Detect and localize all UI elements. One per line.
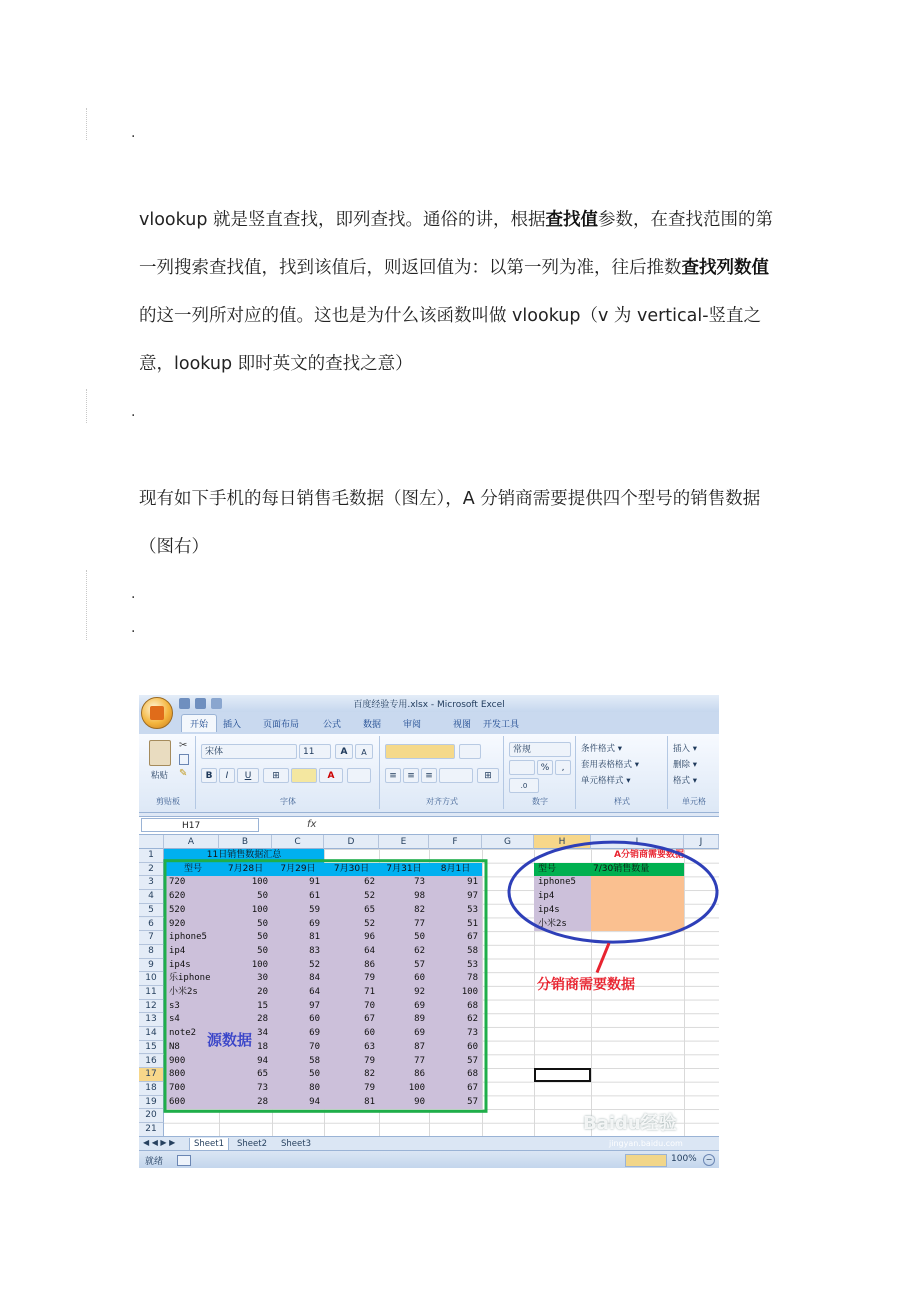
table-cell[interactable]: 57 (467, 1096, 478, 1107)
delete-item[interactable]: 删除 ▾ (673, 760, 697, 770)
right-model-cell[interactable]: ip4 (538, 891, 555, 902)
table-cell[interactable]: 73 (257, 1082, 268, 1093)
name-box[interactable]: H17 (141, 818, 259, 832)
align-center-button[interactable]: ≡ (403, 768, 419, 783)
table-cell[interactable]: 80 (309, 1082, 320, 1093)
column-header[interactable]: E (379, 835, 429, 849)
font-color-button[interactable]: A (319, 768, 343, 783)
row-header[interactable]: 4 (139, 890, 164, 904)
percent-button[interactable]: % (537, 760, 553, 775)
summary-title[interactable]: 11日销售数据汇总 (206, 850, 282, 860)
table-cell[interactable]: 62 (467, 1014, 478, 1025)
cells-label: 单元格 (682, 797, 706, 806)
bullet-dot: · (131, 129, 136, 145)
right-model-cell[interactable]: iphone5 (538, 877, 576, 888)
bold-button[interactable]: B (201, 768, 217, 783)
shrink-font-button[interactable]: A (355, 744, 373, 759)
clipboard-label: 剪贴板 (156, 797, 180, 806)
table-cell[interactable]: ip4 (169, 945, 186, 956)
column-header[interactable]: I (591, 835, 684, 849)
row-header[interactable]: 2 (139, 863, 164, 877)
font-size-value: 11 (303, 747, 315, 757)
source-border (165, 861, 486, 1112)
table-cell[interactable]: 59 (309, 904, 320, 915)
row-header[interactable]: 21 (139, 1123, 164, 1137)
table-cell[interactable]: 50 (257, 945, 268, 956)
table-cell[interactable]: 50 (257, 918, 268, 929)
para-text: 的这一列所对应的值。这也是为什么该函数叫做 vlookup（v 为 vertical-竖直之意，lookup 即时英文的查找之意） (139, 306, 762, 374)
bullet-dot: · (131, 624, 136, 640)
table-cell[interactable]: 86 (414, 1069, 425, 1080)
paragraph-vlookup (139, 196, 779, 388)
para-text: vlookup 就是竖直查找，即列查找。通俗的讲，根据 (139, 210, 546, 230)
tab-3[interactable]: 页面布局 (263, 720, 300, 730)
table-cell[interactable]: 83 (309, 945, 320, 956)
table-cell[interactable]: 77 (414, 1055, 425, 1066)
table-cell[interactable]: 78 (467, 973, 478, 984)
row-header[interactable]: 20 (139, 1109, 164, 1123)
row-header[interactable]: 15 (139, 1041, 164, 1055)
row-header[interactable]: 5 (139, 904, 164, 918)
table-cell[interactable]: 53 (467, 959, 478, 970)
table-cell[interactable]: 82 (364, 1069, 375, 1080)
table-cell[interactable]: 91 (309, 877, 320, 888)
number-format-value: 常规 (513, 745, 532, 755)
bullet-dot: · (131, 408, 136, 424)
right-model-cell[interactable]: 小米2s (538, 918, 567, 929)
table-cell[interactable]: 89 (414, 1014, 425, 1025)
table-cell[interactable]: 100 (408, 1082, 425, 1093)
arrow-line (597, 943, 609, 972)
table-cell[interactable]: 600 (169, 1096, 186, 1107)
table-cell[interactable]: 94 (257, 1055, 268, 1066)
sheet-tab-2[interactable]: Sheet2 (237, 1139, 267, 1149)
bullet-dot: · (131, 590, 136, 606)
table-cell[interactable]: 53 (467, 904, 478, 915)
table-cell[interactable]: 50 (257, 891, 268, 902)
number-label: 数字 (532, 797, 548, 806)
table-cell[interactable]: 79 (364, 1082, 375, 1093)
table-cell[interactable]: 900 (169, 1055, 186, 1066)
table-cell[interactable]: 90 (414, 1096, 425, 1107)
column-header[interactable]: D (324, 835, 379, 849)
table-cell[interactable]: 58 (309, 1055, 320, 1066)
distributor-data-label: 分销商需要数据 (537, 977, 635, 994)
table-cell[interactable]: 63 (364, 1041, 375, 1052)
cut-icon[interactable]: ✂ (179, 740, 188, 751)
right-header-cell[interactable]: 7/30销售数量 (593, 863, 650, 874)
row-header[interactable]: 11 (139, 986, 164, 1000)
tab-2[interactable]: 插入 (223, 720, 242, 730)
font-name-value: 宋体 (205, 747, 224, 757)
table-cell[interactable]: 92 (414, 987, 425, 997)
table-cell[interactable]: 69 (309, 1028, 320, 1039)
tab-8[interactable]: 开发工具 (483, 720, 520, 730)
table-cell[interactable]: 98 (414, 891, 425, 902)
table-cell[interactable]: 97 (309, 1000, 320, 1011)
table-cell[interactable]: 94 (309, 1096, 320, 1107)
table-cell[interactable]: 51 (467, 918, 478, 929)
table-cell[interactable]: 52 (364, 891, 375, 902)
table-cell[interactable]: 67 (467, 1082, 478, 1093)
table-cell[interactable]: 96 (364, 932, 375, 943)
decimal-button[interactable]: .0 (509, 778, 539, 793)
header-cell[interactable]: 7月31日 (386, 863, 422, 874)
underline-button[interactable]: U (237, 768, 259, 783)
table-cell[interactable]: 60 (309, 1014, 320, 1025)
header-cell[interactable]: 7月28日 (227, 863, 264, 874)
insert-item[interactable]: 插入 ▾ (673, 744, 697, 754)
tab-6[interactable]: 审阅 (403, 720, 422, 730)
table-cell[interactable]: 20 (257, 987, 268, 997)
table-cell[interactable]: 65 (257, 1069, 268, 1080)
table-cell[interactable]: 68 (467, 1069, 478, 1080)
margin-mark (86, 570, 87, 640)
table-cell[interactable]: 86 (364, 959, 375, 970)
column-header[interactable]: J (684, 835, 719, 849)
table-cell[interactable]: 65 (364, 904, 375, 915)
table-cell[interactable]: N8 (169, 1041, 180, 1052)
row-header[interactable]: 13 (139, 1013, 164, 1027)
window-title: 百度经验专用.xlsx - Microsoft Excel (353, 700, 505, 710)
table-cell[interactable]: 81 (364, 1096, 375, 1107)
grow-font-button[interactable]: A (335, 744, 353, 759)
paragraph-example: 现有如下手机的每日销售毛数据（图左），A 分销商需要提供四个型号的销售数据（图右） (139, 489, 761, 557)
table-cell[interactable]: s3 (169, 1000, 180, 1011)
table-cell[interactable]: 57 (414, 959, 425, 970)
tab-1[interactable]: 开始 (181, 714, 217, 732)
table-cell[interactable]: 57 (467, 1055, 478, 1066)
conditional-format-item[interactable]: 条件格式 ▾ (581, 744, 622, 754)
comma-button[interactable]: , (555, 760, 571, 775)
table-cell[interactable]: 50 (414, 932, 425, 943)
table-cell[interactable]: 50 (257, 932, 268, 943)
cell-style-item[interactable]: 单元格样式 ▾ (581, 776, 631, 786)
table-cell[interactable]: s4 (169, 1014, 180, 1025)
annotation-overlay (139, 695, 719, 1168)
table-cell[interactable]: 520 (169, 904, 186, 915)
table-cell[interactable]: 60 (467, 1041, 478, 1052)
table-cell[interactable]: 97 (467, 891, 478, 902)
highlight-ellipse (509, 842, 717, 942)
row-header[interactable]: 1 (139, 849, 164, 863)
row-header[interactable]: 12 (139, 1000, 164, 1014)
row-header[interactable]: 19 (139, 1096, 164, 1110)
italic-button[interactable]: I (219, 768, 235, 783)
table-cell[interactable]: 乐iphone (169, 973, 211, 984)
row-header[interactable]: 16 (139, 1055, 164, 1069)
table-cell[interactable]: 60 (414, 973, 425, 984)
right-model-cell[interactable]: ip4s (538, 904, 560, 915)
right-header-cell[interactable]: 型号 (538, 863, 557, 874)
para-bold: 查找列数值 (681, 258, 769, 278)
row-header[interactable]: 10 (139, 972, 164, 986)
table-cell[interactable]: 61 (309, 891, 320, 902)
column-header[interactable]: B (219, 835, 272, 849)
table-cell[interactable]: 100 (251, 877, 268, 888)
table-cell[interactable]: 73 (467, 1028, 478, 1039)
excel-screenshot (139, 695, 719, 1168)
zoom-out-icon[interactable]: − (703, 1154, 715, 1166)
table-cell[interactable]: 小米2s (169, 987, 198, 997)
table-cell[interactable]: 73 (414, 877, 425, 888)
row-header[interactable]: 8 (139, 945, 164, 959)
sheet-nav-icon[interactable]: ◀ ◀ ▶ ▶ (143, 1138, 176, 1147)
table-cell[interactable]: 82 (414, 904, 425, 915)
table-cell[interactable]: iphone5 (169, 932, 207, 943)
table-cell[interactable]: 15 (257, 1000, 268, 1011)
table-cell[interactable]: 28 (257, 1096, 268, 1107)
table-cell[interactable]: 920 (169, 918, 186, 929)
zoom-level[interactable]: 100% (671, 1154, 697, 1164)
merge-button[interactable]: ⊞ (477, 768, 499, 783)
table-cell[interactable]: 100 (251, 904, 268, 915)
row-header[interactable]: 18 (139, 1082, 164, 1096)
table-cell[interactable]: 620 (169, 891, 186, 902)
row-header[interactable]: 9 (139, 959, 164, 973)
table-cell[interactable]: ip4s (169, 959, 191, 970)
right-title[interactable]: A分销商需要数据 (614, 850, 684, 860)
table-format-item[interactable]: 套用表格格式 ▾ (581, 760, 639, 770)
table-cell[interactable]: 58 (467, 945, 478, 956)
align-label: 对齐方式 (426, 797, 458, 806)
margin-mark (86, 108, 87, 140)
table-cell[interactable]: 81 (309, 932, 320, 943)
table-cell[interactable]: 71 (364, 987, 375, 997)
border-button[interactable]: ⊞ (263, 768, 289, 783)
status-text: 就绪 (145, 1157, 164, 1167)
source-data-label: 源数据 (207, 1031, 253, 1050)
table-cell[interactable]: 79 (364, 1055, 375, 1066)
tab-5[interactable]: 数据 (363, 720, 382, 730)
tab-7[interactable]: 视图 (453, 720, 472, 730)
sheet-tab-3[interactable]: Sheet3 (281, 1139, 311, 1149)
table-cell[interactable]: 52 (309, 959, 320, 970)
row-header[interactable]: 7 (139, 931, 164, 945)
table-cell[interactable]: 69 (309, 918, 320, 929)
watermark: Baidu经验 (583, 1113, 677, 1134)
table-cell[interactable]: 50 (309, 1069, 320, 1080)
table-cell[interactable]: 68 (467, 1000, 478, 1011)
column-header[interactable]: C (272, 835, 324, 849)
header-cell[interactable]: 7月29日 (280, 863, 316, 874)
table-cell[interactable]: 18 (257, 1041, 268, 1052)
header-cell[interactable]: 8月1日 (440, 863, 471, 874)
table-cell[interactable]: 70 (364, 1000, 375, 1011)
header-cell[interactable]: 型号 (183, 863, 202, 874)
column-header[interactable]: F (429, 835, 482, 849)
table-cell[interactable]: 87 (414, 1041, 425, 1052)
table-cell[interactable]: note2 (169, 1028, 197, 1039)
table-cell[interactable]: 67 (467, 932, 478, 943)
font-label: 字体 (280, 797, 296, 806)
table-cell[interactable]: 79 (364, 973, 375, 984)
table-cell[interactable]: 64 (309, 987, 320, 997)
row-header[interactable]: 17 (139, 1068, 164, 1082)
table-cell[interactable]: 28 (257, 1014, 268, 1025)
table-cell[interactable]: 52 (364, 918, 375, 929)
para-text: 参数，在查找范围的第一列搜索查找值，找到该值后，则返回值为：以第一列为准，往后推数 (139, 210, 773, 278)
margin-mark (86, 389, 87, 423)
header-cell[interactable]: 7月30日 (333, 863, 370, 874)
table-cell[interactable]: 60 (364, 1028, 375, 1039)
watermark-url: jingyan.baidu.com (609, 1139, 683, 1148)
table-cell[interactable]: 720 (169, 877, 186, 888)
table-cell[interactable]: 84 (309, 973, 320, 984)
table-cell[interactable]: 91 (467, 877, 478, 888)
row-header[interactable]: 3 (139, 876, 164, 890)
table-cell[interactable]: 69 (414, 1000, 425, 1011)
fx-icon[interactable]: fx (307, 819, 317, 830)
paste-label[interactable]: 粘贴 (151, 771, 169, 781)
row-header[interactable]: 6 (139, 918, 164, 932)
style-label: 样式 (614, 797, 630, 806)
sheet-tab-1[interactable]: Sheet1 (189, 1138, 229, 1151)
table-cell[interactable]: 800 (169, 1069, 186, 1080)
column-header[interactable]: G (482, 835, 534, 849)
table-cell[interactable]: 64 (364, 945, 375, 956)
table-cell[interactable]: 62 (414, 945, 425, 956)
table-cell[interactable]: 100 (251, 959, 268, 970)
column-header[interactable]: H (534, 835, 591, 849)
table-cell[interactable]: 30 (257, 973, 268, 984)
align-left-button[interactable]: ≡ (385, 768, 401, 783)
para-bold: 查找值 (545, 210, 598, 230)
table-cell[interactable]: 100 (461, 987, 478, 997)
align-right-button[interactable]: ≡ (421, 768, 437, 783)
tab-4[interactable]: 公式 (323, 720, 342, 730)
row-header[interactable]: 14 (139, 1027, 164, 1041)
table-cell[interactable]: 34 (257, 1028, 268, 1039)
table-cell[interactable]: 700 (169, 1082, 186, 1093)
table-cell[interactable]: 62 (364, 877, 375, 888)
column-header[interactable]: A (164, 835, 219, 849)
table-cell[interactable]: 70 (309, 1041, 320, 1052)
table-cell[interactable]: 77 (414, 918, 425, 929)
table-cell[interactable]: 67 (364, 1014, 375, 1025)
table-cell[interactable]: 69 (414, 1028, 425, 1039)
format-item[interactable]: 格式 ▾ (673, 776, 697, 786)
format-painter-icon[interactable]: ✎ (179, 768, 188, 779)
